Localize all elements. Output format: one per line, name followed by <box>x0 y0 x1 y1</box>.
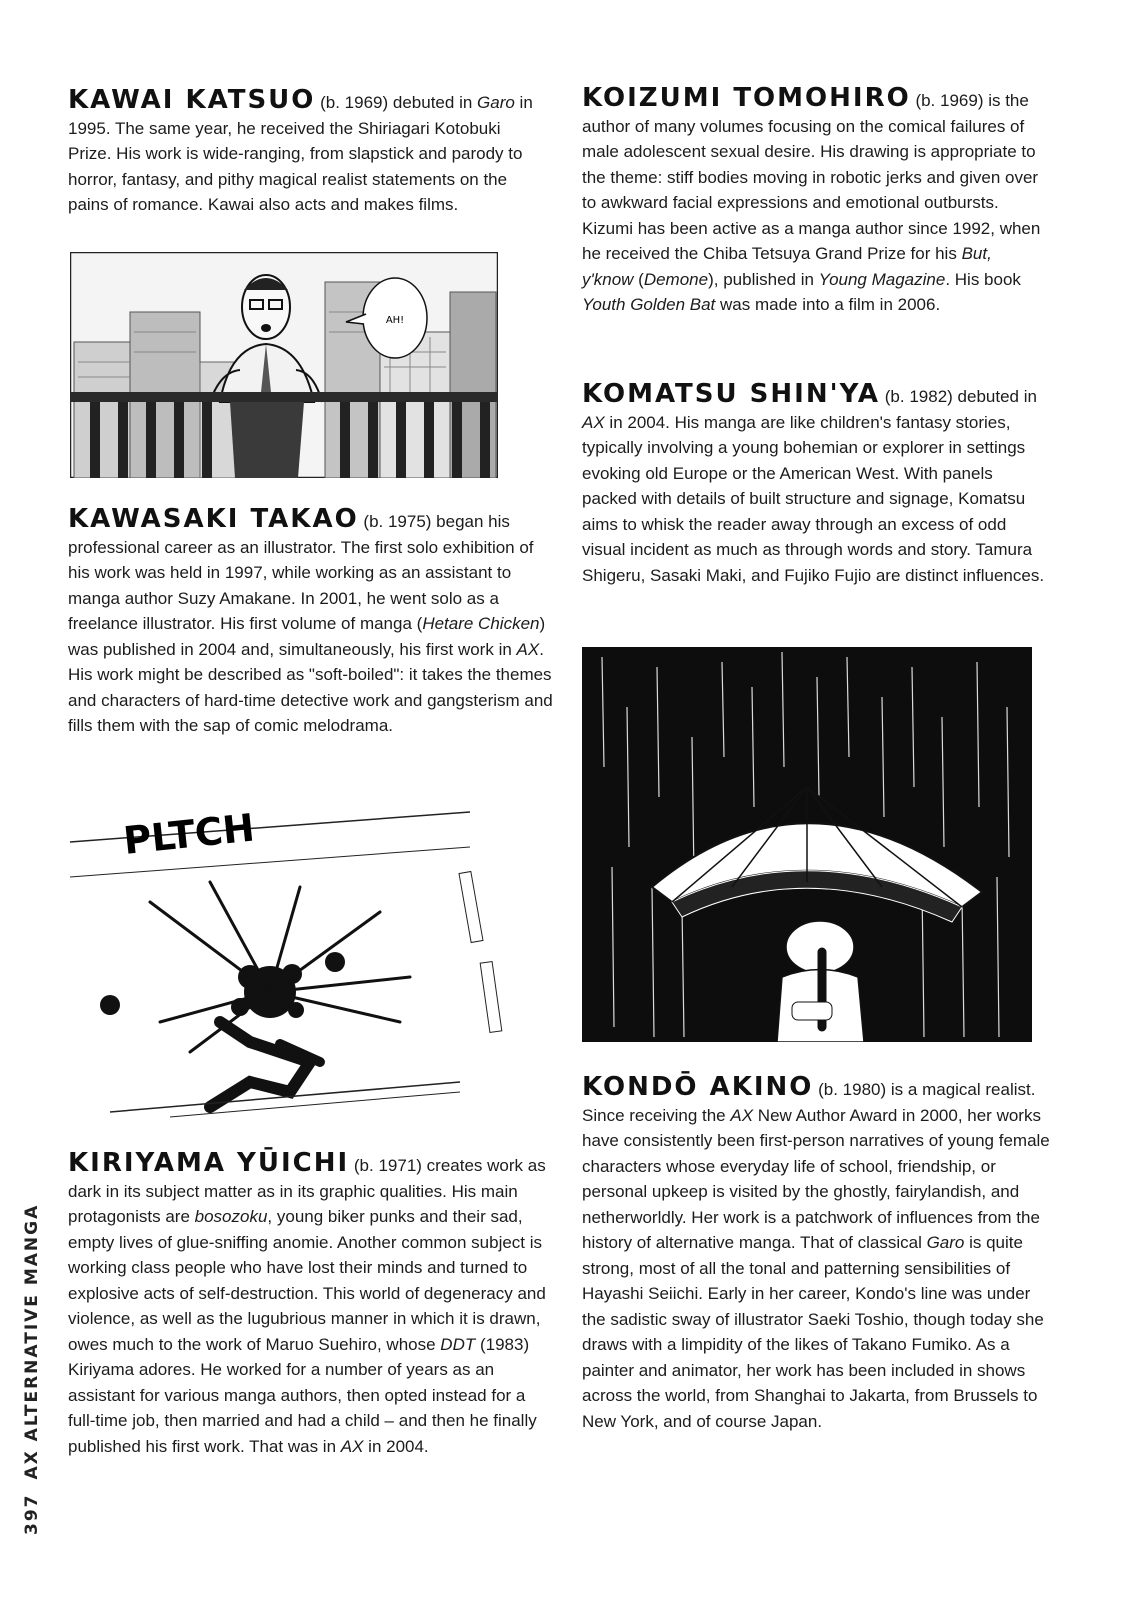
italic-title: AX <box>730 1105 754 1125</box>
body-text: in 1995. The same year, he received the Shiriagari Kotobuki Prize. His work is wide-ranging, from slapstick and parody to horror, fantasy, and pithy magical realist statements on the pains of romance. Kawai also acts and makes films. <box>68 93 533 214</box>
entry-name: KONDŌ AKINO <box>582 1072 814 1102</box>
speech-bubble-text: AH! <box>385 315 405 326</box>
entry-kondo <box>582 1072 1052 1434</box>
body-text: New Author Award in 2000, her works have consistently been first-person narratives of young female characters whose everyday life of school, friendship, or personal upkeep is visited by the ghostly, fairylandish, and netherworldly. Her work is a patchwork of influences from the history of alternative manga. That of classical <box>582 1105 1050 1252</box>
entry-name: KOMATSU SHIN'YA <box>582 379 881 409</box>
entry-body <box>68 512 553 735</box>
entry-born: (b. 1975) <box>363 512 432 531</box>
entry-komatsu <box>582 379 1052 588</box>
body-text: . His book <box>945 269 1021 289</box>
entry-name: KAWASAKI TAKAO <box>68 504 359 534</box>
running-title: AX ALTERNATIVE MANGA <box>22 1203 42 1480</box>
italic-title: Young Magazine <box>818 269 946 289</box>
italic-title: But, y'know <box>582 244 992 289</box>
body-text: began his professional career as an illustrator. The first solo exhibition of his work was held in 1997, while working as an assistant to manga author Suzy Amakane. In 2001, he went solo as a freelance illustrator. His first volume of manga ( <box>68 512 534 633</box>
body-text: ) was published in 2004 and, simultaneously, his first work in <box>68 614 546 659</box>
body-text: , young biker punks and their sad, empty lives of glue-sniffing anomie. Another common subject is working class people who have lost their minds and turned to explosive acts of self-destruction. This world of degeneracy and violence, as well as the lugubrious manner in which it is drawn, owes much to the work of Maruo Suehiro, whose <box>68 1207 546 1354</box>
kawai-manga-panel <box>70 252 498 478</box>
italic-title: Garo <box>477 93 515 112</box>
body-text: was made into a film in 2006. <box>715 295 941 314</box>
body-text: (1983) Kiriyama adores. He worked for a number of years as an assistant for various manga authors, then opted instead for a full-time job, then married and had a child – and then he finally published his first work. That was in <box>68 1334 537 1456</box>
italic-title: Demone <box>643 269 709 289</box>
italic-title: AX <box>582 412 605 432</box>
body-text: is the author of many volumes focusing on the comical failures of male adolescent sexual desire. His drawing is appropriate to the theme: stiff bodies moving in robotic jerks and given over to awkward facial expressions and emotional outbursts. Kizumi has been active as a manga author since 1992, when he received the Chiba Tetsuya Grand Prize for his <box>582 91 1041 263</box>
entry-kiriyama <box>68 1148 548 1459</box>
italic-title: Youth Golden Bat <box>582 295 716 314</box>
page-marker <box>22 1204 42 1535</box>
entry-born: (b. 1982) <box>884 387 953 406</box>
entry-kawai <box>68 85 548 218</box>
kiriyama-manga-panel <box>70 792 530 1122</box>
body-text: debuted in <box>952 387 1037 406</box>
entry-koizumi <box>582 83 1047 318</box>
body-text: creates work as dark in its subject matter as in its graphic qualities. His main protagonists are <box>68 1156 546 1226</box>
italic-title: AX <box>340 1436 364 1456</box>
entry-born: (b. 1969) <box>915 91 984 110</box>
italic-title: bosozoku <box>194 1207 268 1226</box>
body-text: ), published in <box>708 269 819 289</box>
body-text: debuted in <box>388 93 478 112</box>
entry-body <box>582 387 1044 585</box>
entry-kawasaki <box>68 504 553 739</box>
body-text: in 2004. <box>363 1436 429 1456</box>
body-text: . His work might be described as "soft-boiled": it takes the themes and characters of hard-time detective work and gangsterism and fills them with the sap of comic melodrama. <box>68 639 553 735</box>
kondo-manga-panel <box>582 647 1032 1042</box>
italic-title: Garo <box>926 1233 965 1252</box>
body-text: in 2004. His manga are like children's fantasy stories, typically involving a young bohemian or explorer in settings evoking old Europe or the American West. With panels packed with details of built structure and signage, Komatsu aims to whisk the reader away through an excess of odd visual incident as much as through words and story. Tamura Shigeru, Sasaki Maki, and Fujiko Fujio are distinct influences. <box>582 412 1045 585</box>
entry-born: (b. 1969) <box>320 93 389 112</box>
entry-body <box>582 1080 1050 1431</box>
page-number: 397 <box>22 1493 42 1535</box>
entry-born: (b. 1980) <box>818 1080 887 1099</box>
body-text: is a magical realist. Since receiving the <box>582 1080 1036 1125</box>
italic-title: AX <box>516 639 540 659</box>
body-text: ( <box>633 269 644 289</box>
italic-title: Hetare Chicken <box>422 614 540 633</box>
entry-name: KOIZUMI TOMOHIRO <box>582 83 911 113</box>
entry-body <box>582 91 1040 314</box>
entry-name: KIRIYAMA YŪICHI <box>68 1148 350 1178</box>
italic-title: DDT <box>440 1334 476 1354</box>
entry-body <box>68 1156 546 1456</box>
entry-born: (b. 1971) <box>353 1156 422 1175</box>
entry-name: KAWAI KATSUO <box>68 85 316 115</box>
body-text: is quite strong, most of all the tonal and patterning sensibilities of Hayashi Seiichi. Early in her career, Kondo's line was under the sadistic sway of illustrator Saeki Toshio, though today she draws with a limpidity of the likes of Takano Fumiko. As a painter and animator, her work has been included in shows across the world, from Shanghai to Jakarta, from Brussels to New York, and of course Japan. <box>582 1233 1044 1431</box>
sfx-text: PLTCH <box>121 805 257 863</box>
